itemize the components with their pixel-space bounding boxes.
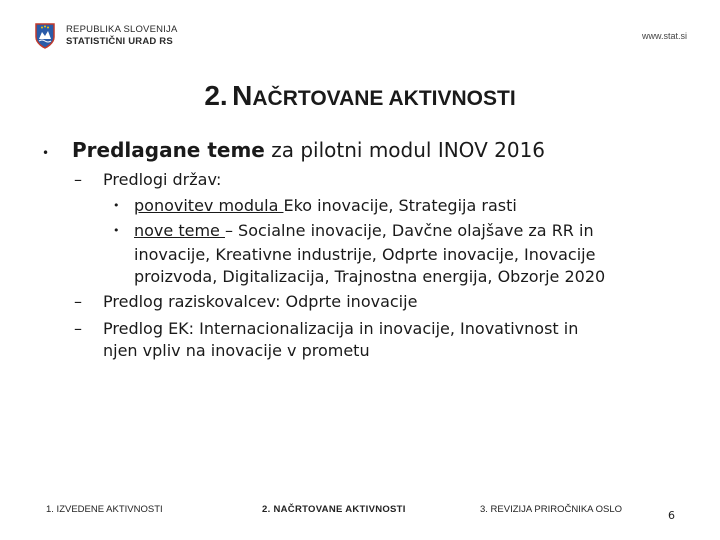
website-url: www.stat.si bbox=[641, 31, 687, 41]
main-point-rest: za pilotni modul INOV 2016 bbox=[264, 138, 546, 162]
sub-point-states: Predlogi držav: bbox=[103, 170, 222, 189]
bullet-icon: • bbox=[113, 199, 120, 212]
item-new-topics-underlined: nove teme bbox=[134, 221, 225, 240]
title-rest: AČRTOVANE AKTIVNOSTI bbox=[252, 87, 516, 110]
dash-icon: – bbox=[74, 170, 82, 189]
title-number: 2. bbox=[204, 80, 228, 111]
dash-icon: – bbox=[74, 292, 82, 311]
page-number: 6 bbox=[668, 509, 675, 522]
sub-point-ec-line1: Predlog EK: Internacionalizacija in inovacije, Inovativnost in bbox=[103, 319, 579, 338]
org-line-1: REPUBLIKA SLOVENIJA bbox=[66, 24, 178, 35]
sub-point-researchers: Predlog raziskovalcev: Odprte inovacije bbox=[103, 292, 418, 311]
dash-icon: – bbox=[74, 319, 82, 338]
item-repeat-module bbox=[134, 196, 517, 215]
footer-nav-oslo-revision[interactable]: 3. REVIZIJA PRIROČNIKA OSLO bbox=[480, 504, 623, 515]
footer-nav-planned[interactable]: 2. NAČRTOVANE AKTIVNOSTI bbox=[262, 504, 406, 515]
bullet-icon: • bbox=[113, 224, 120, 237]
org-line-2: STATISTIČNI URAD RS bbox=[66, 36, 173, 47]
item-new-topics-line1: – Socialne inovacije, Davčne olajšave za RR in bbox=[224, 221, 594, 240]
item-new-topics bbox=[134, 221, 594, 240]
title-first-letter: N bbox=[232, 80, 253, 111]
bullet-icon: • bbox=[42, 146, 50, 160]
item-new-topics-line3: proizvoda, Digitalizacija, Trajnostna energija, Obzorje 2020 bbox=[134, 267, 606, 286]
item-new-topics-line2: inovacije, Kreativne industrije, Odprte inovacije, Inovacije bbox=[134, 245, 596, 264]
organization-name bbox=[66, 24, 178, 48]
item-repeat-module-underlined: ponovitev modula bbox=[134, 196, 284, 215]
main-point bbox=[72, 138, 545, 162]
coat-of-arms-icon bbox=[34, 22, 56, 50]
item-repeat-module-rest: Eko inovacije, Strategija rasti bbox=[283, 196, 517, 215]
slide-title bbox=[0, 80, 720, 112]
footer-nav-completed[interactable]: 1. IZVEDENE AKTIVNOSTI bbox=[46, 504, 163, 515]
header-logo bbox=[34, 22, 178, 50]
main-point-bold: Predlagane teme bbox=[72, 138, 265, 162]
sub-point-ec-line2: njen vpliv na inovacije v prometu bbox=[103, 341, 370, 360]
